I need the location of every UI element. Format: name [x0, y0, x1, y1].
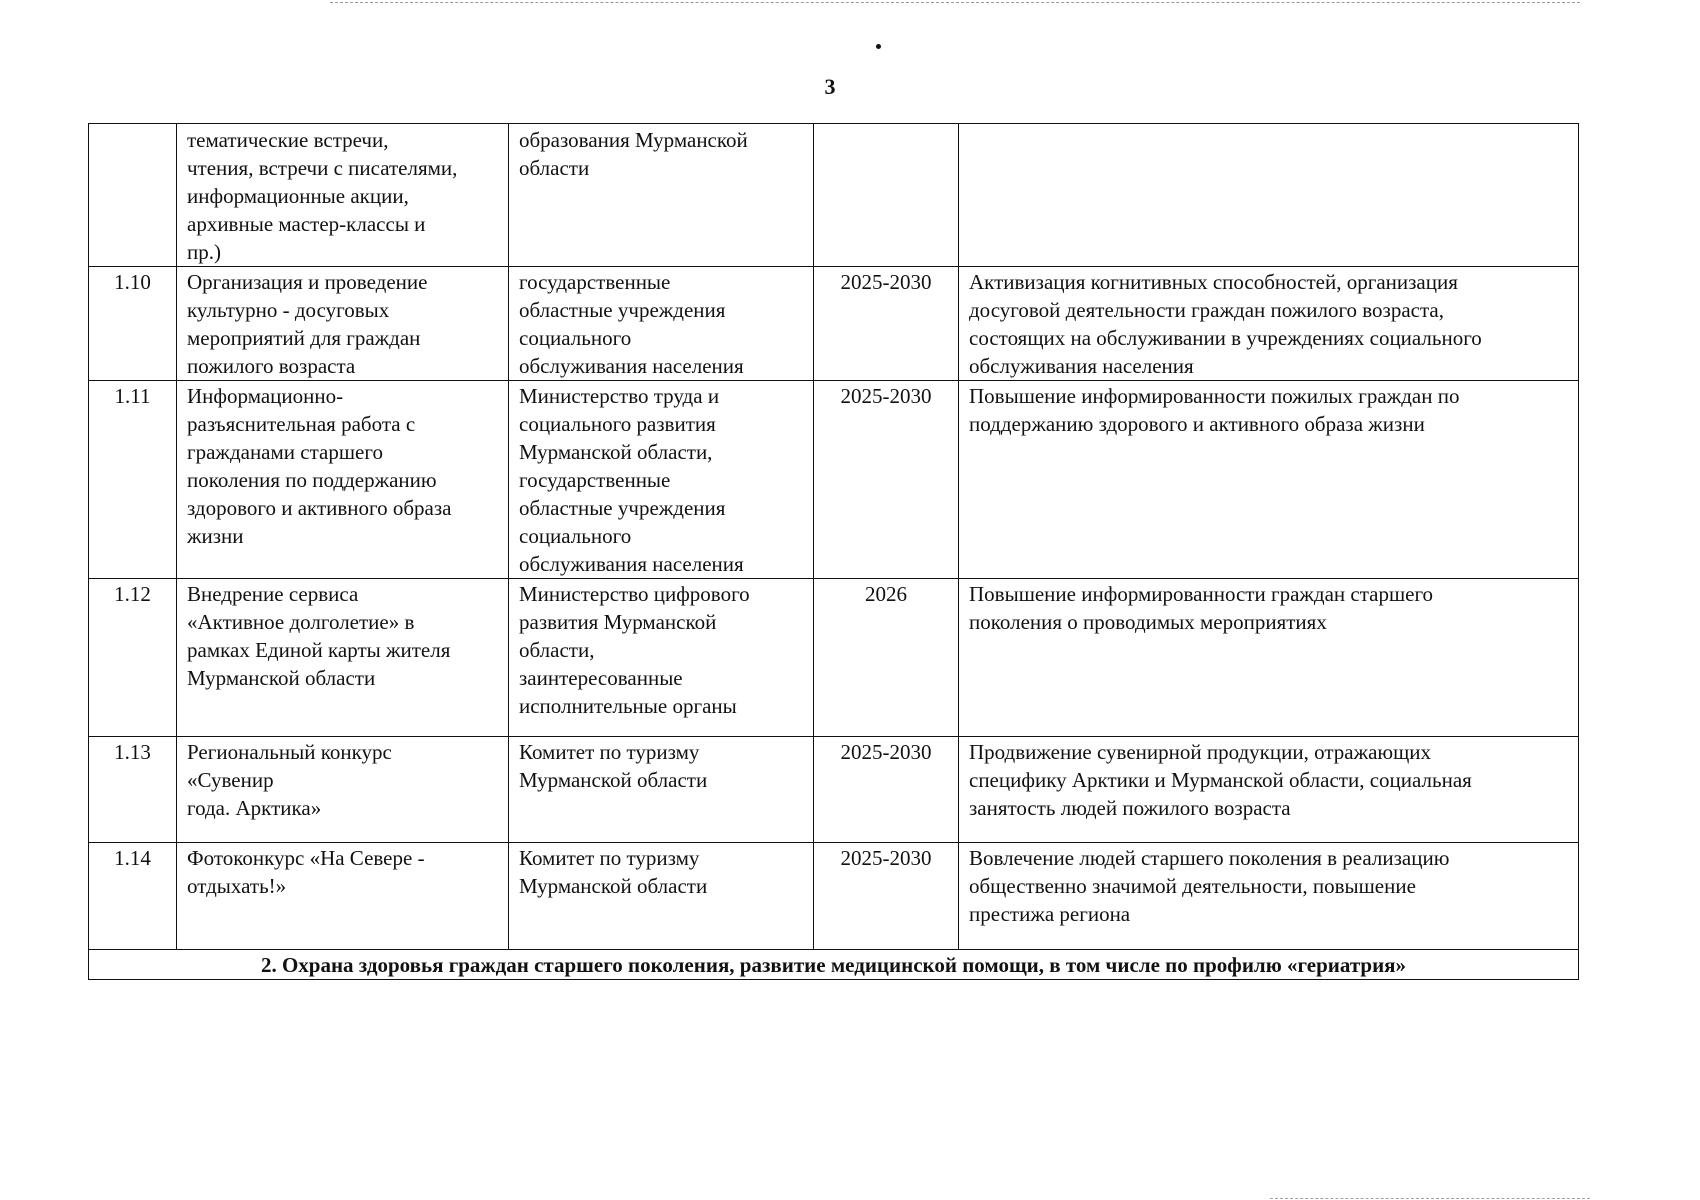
- section-heading: 2. Охрана здоровья граждан старшего поколения, развитие медицинской помощи, в том числе по профилю «гериатрия»: [260, 953, 1407, 977]
- row-number: 1.14: [114, 846, 151, 870]
- executor-text: Комитет по туризму Мурманской области: [519, 740, 708, 792]
- result-text: Повышение информированности пожилых граждан по поддержанию здорового и активного образа жизни: [969, 384, 1460, 436]
- table-row: [89, 381, 1579, 579]
- section-heading-cell: [89, 950, 1579, 980]
- executor-text: Комитет по туризму Мурманской области: [519, 846, 708, 898]
- row-number-cell: [89, 737, 177, 843]
- years-cell: [814, 124, 959, 267]
- result-cell: [959, 737, 1579, 843]
- event-cell: [177, 381, 509, 579]
- executor-text: образования Мурманской области: [519, 128, 748, 180]
- section-heading-row: [89, 950, 1579, 980]
- event-text: Информационно- разъяснительная работа с гражданами старшего поколения по поддержанию здорового и активного образа жизни: [187, 384, 452, 548]
- row-number: 1.13: [114, 740, 151, 764]
- result-cell: [959, 267, 1579, 381]
- result-text: Повышение информированности граждан старшего поколения о проводимых мероприятиях: [969, 582, 1434, 634]
- row-number-cell: [89, 381, 177, 579]
- executor-cell: [509, 124, 814, 267]
- event-text: тематические встречи, чтения, встречи с писателями, информационные акции, архивные мастер-классы и пр.): [187, 128, 458, 264]
- result-cell: [959, 124, 1579, 267]
- row-number: 1.11: [114, 384, 151, 408]
- row-number-cell: [89, 267, 177, 381]
- table-row: [89, 843, 1579, 950]
- row-number: 1.12: [114, 582, 151, 606]
- years-cell: [814, 737, 959, 843]
- executor-text: государственные областные учреждения социального обслуживания населения: [519, 270, 744, 378]
- table-row-continuation: [89, 124, 1579, 267]
- event-cell: [177, 843, 509, 950]
- scan-edge-line: [330, 2, 1580, 4]
- event-cell: [177, 124, 509, 267]
- event-cell: [177, 737, 509, 843]
- row-number-cell: [89, 579, 177, 737]
- result-cell: [959, 843, 1579, 950]
- row-number-cell: [89, 843, 177, 950]
- result-text: Вовлечение людей старшего поколения в реализацию общественно значимой деятельности, повышение престижа региона: [969, 846, 1450, 926]
- event-cell: [177, 267, 509, 381]
- table-row: [89, 267, 1579, 381]
- event-text: Фотоконкурс «На Севере - отдыхать!»: [187, 846, 425, 898]
- event-text: Организация и проведение культурно - досуговых мероприятий для граждан пожилого возраста: [187, 270, 428, 378]
- years-text: 2025-2030: [840, 270, 932, 294]
- event-cell: [177, 579, 509, 737]
- row-number-cell: [89, 124, 177, 267]
- row-number: 1.10: [114, 270, 151, 294]
- table-row: [89, 579, 1579, 737]
- executor-cell: [509, 737, 814, 843]
- years-cell: [814, 843, 959, 950]
- executor-cell: [509, 579, 814, 737]
- years-text: 2025-2030: [840, 740, 932, 764]
- executor-cell: [509, 843, 814, 950]
- result-text: Активизация когнитивных способностей, организация досуговой деятельности граждан пожилого возраста, состоящих на обслуживании в учреждениях социального обслуживания населения: [969, 270, 1482, 378]
- years-text: 2026: [865, 582, 907, 606]
- executor-text: Министерство труда и социального развития Мурманской области, государственные областные учреждения социального обслуживания населения: [519, 384, 744, 576]
- scan-dot-mark: [876, 44, 881, 49]
- executor-text: Министерство цифрового развития Мурманской области, заинтересованные исполнительные органы: [519, 582, 750, 718]
- executor-cell: [509, 381, 814, 579]
- years-text: 2025-2030: [840, 846, 932, 870]
- years-cell: [814, 381, 959, 579]
- event-text: Региональный конкурс «Сувенир года. Арктика»: [187, 740, 392, 820]
- table-row: [89, 737, 1579, 843]
- years-text: 2025-2030: [840, 384, 932, 408]
- event-text: Внедрение сервиса «Активное долголетие» в рамках Единой карты жителя Мурманской области: [187, 582, 451, 690]
- executor-cell: [509, 267, 814, 381]
- result-cell: [959, 381, 1579, 579]
- years-cell: [814, 267, 959, 381]
- measures-table: [88, 123, 1579, 980]
- result-cell: [959, 579, 1579, 737]
- page-number: 3: [824, 74, 836, 99]
- years-cell: [814, 579, 959, 737]
- result-text: Продвижение сувенирной продукции, отражающих специфику Арктики и Мурманской области, социальная занятость людей пожилого возраста: [969, 740, 1472, 820]
